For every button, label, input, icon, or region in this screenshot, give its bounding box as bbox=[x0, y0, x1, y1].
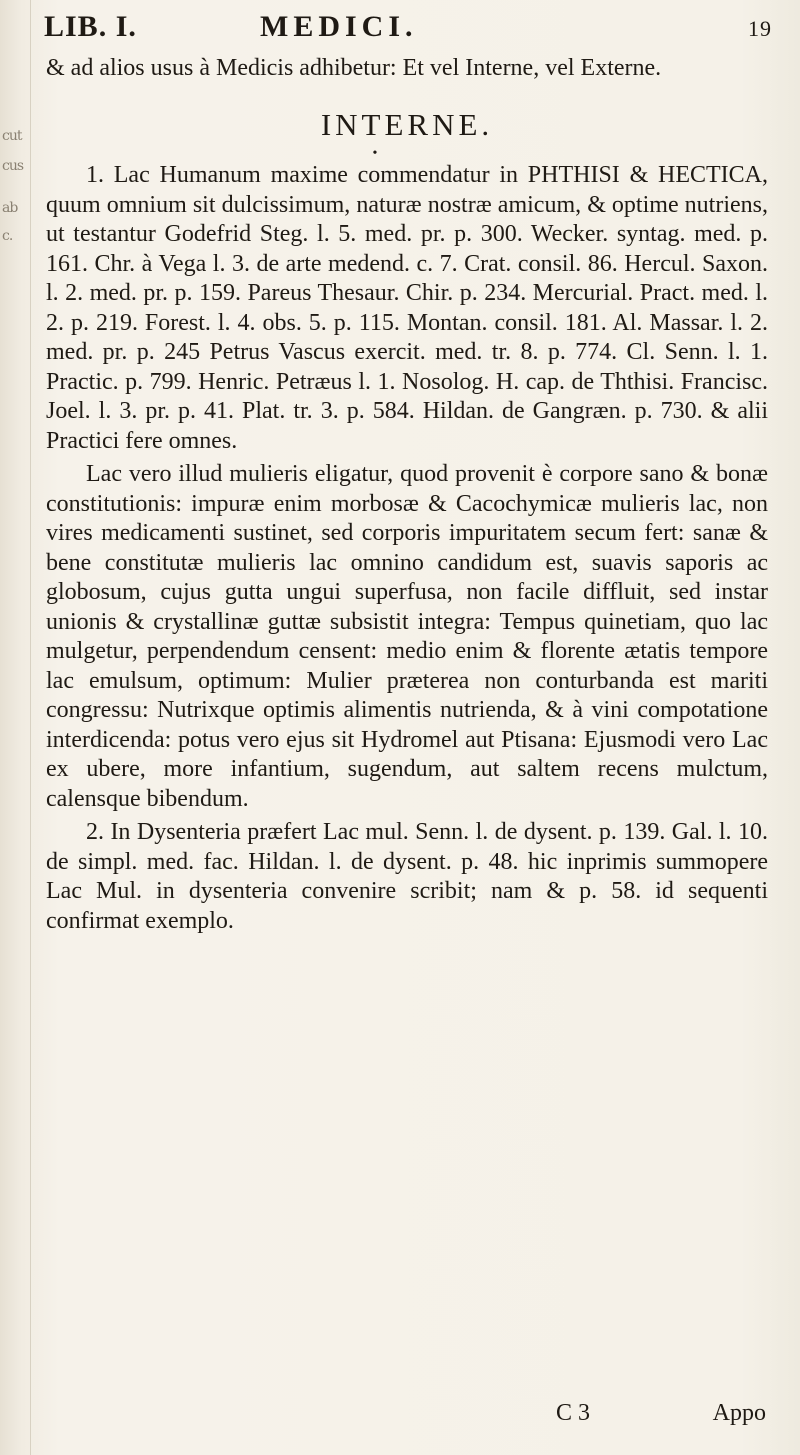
catchword: Appo bbox=[712, 1400, 766, 1426]
paragraph-2: Lac vero illud mulieris eligatur, quod provenit è corpore sano & bonæ constitutionis: impuræ enim morbosæ & Cacochymicæ mulieris lac, non vires medicamenti sustinet, sed corporis impuritatem secum fert: sanæ & bene constitutæ mulieris lac omnino candidum est, suavis saporis ac globosum, cujus gutta ungui superfusa, non facile diffluit, sed instar unionis & crystallinæ guttæ subsistit integra: Tempus quinetiam, quo lac mulgetur, perpendendum censent: medio enim & florente ætatis tempore lac emulsum, optimum: Mulier præterea non conturbanda est mariti congressu: Nutrixque optimis alimentis nutrienda, & à vini compotatione interdicenda: potus vero ejus sit Hydromel aut Ptisana: Ejusmodi vero Lac ex ubere, more infantium, sugendum, aut saltem recens mulctum, calensque bibendum. bbox=[46, 461, 768, 812]
intro-text: & ad alios usus à Medicis adhibetur: Et vel Interne, vel Externe. bbox=[46, 55, 662, 81]
running-header bbox=[30, 10, 790, 52]
page-footer bbox=[46, 1400, 766, 1432]
book-label: LIB. I. bbox=[44, 10, 137, 43]
page-number: 19 bbox=[748, 16, 772, 41]
paragraph-1: 1. Lac Humanum maxime commendatur in PHTHISI & HECTICA, quum omnium sit dulcissimum, naturæ nostræ amicum, & optime nutriens, ut testantur Godefrid Steg. l. 5. med. pr. p. 300. Wecker. syntag. med. p. 161. Chr. à Vega l. 3. de arte medend. c. 7. Crat. consil. 86. Hercul. Saxon. l. 2. med. pr. p. 159. Pareus Thesaur. Chir. p. 234. Mercurial. Pract. med. l. 2. p. 219. Forest. l. 4. obs. 5. p. 115. Montan. consil. 181. Al. Massar. l. 2. med. pr. p. 245 Petrus Vascus exercit. med. tr. 8. p. 774. Cl. Senn. l. 1. Practic. p. 799. Henric. Petræus l. 1. Nosolog. H. cap. de Ththisi. Francisc. Joel. l. 3. pr. p. 41. Plat. tr. 3. p. 584. Hildan. de Gangræn. p. 730. & alii Practici fere omnes. bbox=[46, 162, 768, 454]
margin-fragment: c. bbox=[2, 228, 13, 244]
running-title: MEDICI. bbox=[260, 10, 418, 43]
page-body bbox=[46, 54, 768, 936]
margin-fragment: ab bbox=[2, 200, 18, 216]
section-heading: INTERNE. bbox=[320, 106, 494, 142]
paragraph-3: 2. In Dysenteria præfert Lac mul. Senn. l. de dysent. p. 139. Gal. l. 10. de simpl. med. fac. Hildan. l. de dysent. p. 48. hic inprimis summopere Lac Mul. in dysenteria convenire scribit; nam & p. 58. id sequenti confirmat exemplo. bbox=[46, 819, 768, 934]
ornament-dot: • bbox=[372, 146, 378, 161]
margin-fragment: cus bbox=[2, 158, 24, 174]
signature-mark: C 3 bbox=[556, 1400, 591, 1426]
margin-fragment: cut bbox=[2, 128, 22, 144]
binding-gutter bbox=[0, 0, 31, 1455]
